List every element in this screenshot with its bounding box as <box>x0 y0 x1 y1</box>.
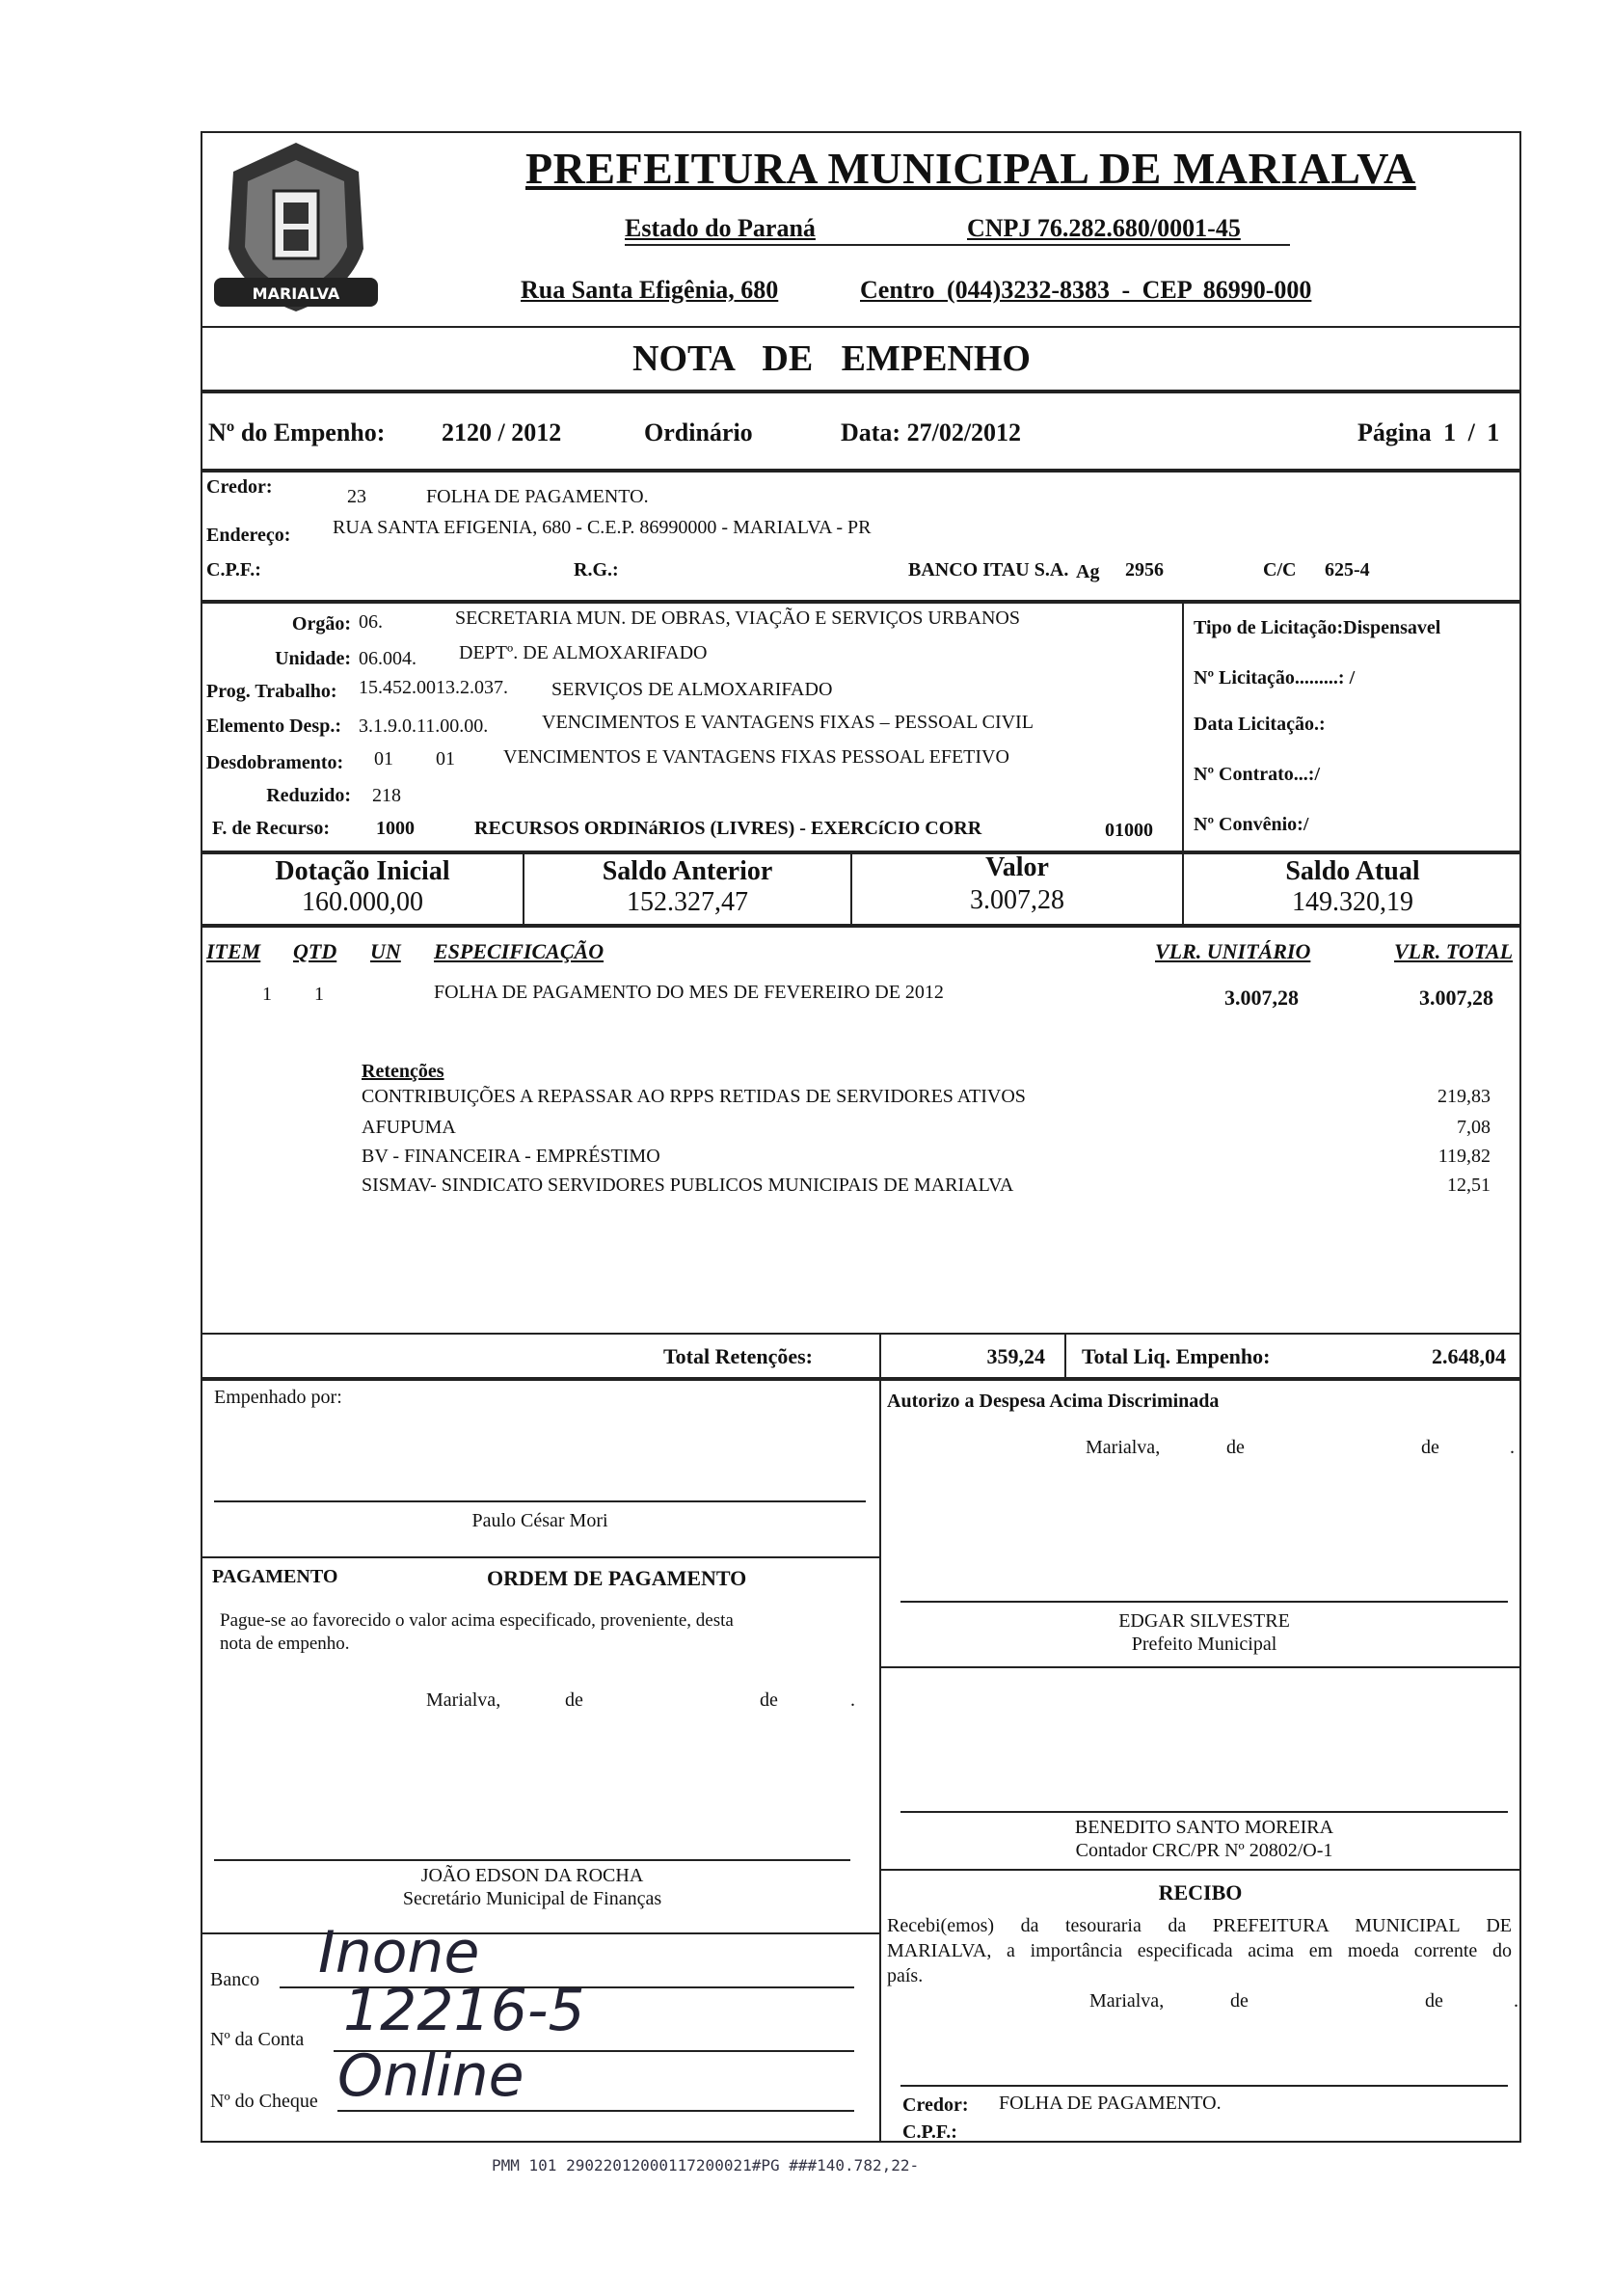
secretario-divider <box>201 1932 881 1934</box>
prefeito-divider <box>879 1666 1521 1668</box>
district-phone-label: Centro (044)3232-8383 - CEP 86990-000 <box>860 276 1312 304</box>
rg-label: R.G.: <box>574 559 619 581</box>
empenho-type: Ordinário <box>644 419 753 446</box>
col-vlr-total: VLR. TOTAL <box>1394 939 1514 963</box>
col-un: UN <box>370 939 401 963</box>
conta-label: Nº da Conta <box>210 2029 305 2050</box>
total-liquido-value: 2.648,04 <box>1432 1344 1506 1368</box>
elemento-label: Elemento Desp.: <box>206 716 341 737</box>
dotacao-label: Dotação Inicial <box>275 856 450 886</box>
valor-value: 3.007,28 <box>970 885 1064 915</box>
recibo-text-3: país. <box>887 1965 924 1986</box>
recibo-text-1: Recebi(emos) da tesouraria da PREFEITURA MUNICIPAL DE <box>887 1915 1512 1936</box>
retencao-desc: SISMAV- SINDICATO SERVIDORES PUBLICOS MUNICIPAIS DE MARIALVA <box>362 1175 1014 1196</box>
cheque-handwritten: Online <box>337 2042 524 2110</box>
empenho-number-label: Nº do Empenho: <box>208 419 386 446</box>
pagamento-de-1: de <box>565 1689 583 1711</box>
licitacao-data: Data Licitação.: <box>1194 714 1326 735</box>
desdobramento-code-1: 01 <box>374 748 393 770</box>
item-desc: FOLHA DE PAGAMENTO DO MES DE FEVEREIRO DE 2012 <box>434 982 944 1003</box>
orgao-desc: SECRETARIA MUN. DE OBRAS, VIAÇÃO E SERVIÇOS URBANOS <box>455 608 1020 629</box>
empenhado-label: Empenhado por: <box>214 1387 342 1408</box>
endereco-value: RUA SANTA EFIGENIA, 680 - C.E.P. 86990000 - MARIALVA - PR <box>333 517 872 538</box>
reduzido-code: 218 <box>372 785 401 806</box>
reduzido-label: Reduzido: <box>266 785 351 806</box>
item-total-value: 3.007,28 <box>1419 986 1493 1010</box>
recibo-signature-line <box>900 2085 1508 2087</box>
total-retencoes-value: 359,24 <box>986 1344 1045 1368</box>
recibo-divider <box>879 1869 1521 1871</box>
item-number: 1 <box>262 984 272 1005</box>
licitacao-numero: Nº Licitação.........: / <box>1194 667 1356 689</box>
licitacao-tipo: Tipo de Licitação:Dispensavel <box>1194 617 1441 638</box>
bank-name: BANCO ITAU S.A. <box>908 559 1069 581</box>
unidade-code: 06.004. <box>359 648 416 669</box>
item-qtd: 1 <box>314 984 324 1005</box>
secretario-role: Secretário Municipal de Finanças <box>402 1888 662 1909</box>
retencao-desc: BV - FINANCEIRA - EMPRÉSTIMO <box>362 1146 660 1167</box>
banco-handwritten: Inone <box>318 1919 480 1986</box>
seal-ribbon-text: MARIALVA <box>252 284 340 303</box>
orgao-label: Orgão: <box>291 613 351 635</box>
footer-credor-label: Credor: <box>902 2094 969 2116</box>
signatures-vertical-divider <box>879 1379 881 2143</box>
pagamento-dot: . <box>850 1689 855 1711</box>
empenho-date: Data: 27/02/2012 <box>841 419 1022 446</box>
classificacao-divider <box>1182 602 1184 852</box>
col-especificacao: ESPECIFICAÇÃO <box>434 939 604 963</box>
header-divider <box>201 326 1521 328</box>
contador-signature-line <box>900 1811 1508 1813</box>
footer-cpf-label: C.P.F.: <box>902 2121 957 2143</box>
licitacao-contrato: Nº Contrato...:/ <box>1194 764 1321 785</box>
retencoes-title: Retenções <box>362 1061 444 1082</box>
elemento-code: 3.1.9.0.11.00.00. <box>359 716 489 737</box>
autorizo-city: Marialva, <box>1086 1437 1161 1458</box>
cheque-field-line <box>337 2110 854 2112</box>
pagamento-city: Marialva, <box>426 1689 501 1711</box>
page-title: PREFEITURA MUNICIPAL DE MARIALVA <box>525 144 1416 193</box>
agency-label: Ag <box>1076 561 1100 582</box>
footer-credor-name: FOLHA DE PAGAMENTO. <box>999 2093 1222 2114</box>
secretario-name: JOÃO EDSON DA ROCHA <box>420 1865 644 1886</box>
ordem-pagamento-title: ORDEM DE PAGAMENTO <box>487 1566 747 1590</box>
unidade-label: Unidade: <box>275 648 351 669</box>
cpf-label: C.P.F.: <box>206 559 261 581</box>
valor-label: Valor <box>985 852 1049 882</box>
elemento-desc: VENCIMENTOS E VANTAGENS FIXAS – PESSOAL CIVIL <box>542 712 1034 733</box>
totais-divider-1 <box>879 1333 881 1379</box>
contador-role: Contador CRC/PR Nº 20802/O-1 <box>1075 1840 1333 1861</box>
document-title: NOTA DE EMPENHO <box>632 338 1031 379</box>
municipal-seal-icon <box>204 133 388 326</box>
credor-label: Credor: <box>206 476 273 498</box>
cheque-label: Nº do Cheque <box>210 2091 318 2112</box>
state-label: Estado do Paraná <box>625 214 816 242</box>
unidade-desc: DEPTº. DE ALMOXARIFADO <box>459 642 708 663</box>
retencao-desc: AFUPUMA <box>362 1117 456 1138</box>
recibo-de-2: de <box>1425 1990 1443 2012</box>
empenhado-divider <box>201 1556 881 1558</box>
credor-name: FOLHA DE PAGAMENTO. <box>426 486 649 507</box>
col-vlr-unitario: VLR. UNITÁRIO <box>1155 939 1311 963</box>
recibo-text-2: MARIALVA, a importância especificada acima em moeda corrente do <box>887 1940 1512 1961</box>
retencao-desc: CONTRIBUIÇÕES A REPASSAR AO RPPS RETIDAS DE SERVIDORES ATIVOS <box>362 1086 1026 1107</box>
credor-code: 23 <box>347 486 366 507</box>
prog-code: 15.452.0013.2.037. <box>359 677 508 698</box>
account-value: 625-4 <box>1325 559 1370 581</box>
total-retencoes-label: Total Retenções: <box>663 1344 813 1368</box>
agency-value: 2956 <box>1125 559 1164 581</box>
account-label: C/C <box>1263 559 1297 581</box>
page-number: Página 1 / 1 <box>1357 419 1500 446</box>
saldo-atual-label: Saldo Atual <box>1285 856 1420 886</box>
desdobramento-code-2: 01 <box>436 748 455 770</box>
totais-row <box>201 1333 1521 1379</box>
autorizo-de-1: de <box>1226 1437 1245 1458</box>
state-underline <box>625 244 1290 246</box>
empenho-number: 2120 / 2012 <box>442 419 562 446</box>
empenhado-signature-line <box>214 1500 866 1502</box>
recibo-title: RECIBO <box>1158 1880 1243 1904</box>
desdobramento-desc: VENCIMENTOS E VANTAGENS FIXAS PESSOAL EFETIVO <box>503 746 1009 768</box>
fonte-recurso-code: 1000 <box>376 818 415 839</box>
total-liquido-label: Total Liq. Empenho: <box>1082 1344 1271 1368</box>
dotacao-value: 160.000,00 <box>302 887 423 917</box>
item-unit-value: 3.007,28 <box>1224 986 1299 1010</box>
pagamento-label: PAGAMENTO <box>212 1566 338 1587</box>
pagamento-text-1: Pague-se ao favorecido o valor acima especificado, proveniente, desta <box>220 1610 734 1631</box>
prefeito-role: Prefeito Municipal <box>1131 1634 1277 1655</box>
secretario-signature-line <box>214 1859 850 1861</box>
autorizo-label: Autorizo a Despesa Acima Discriminada <box>887 1391 1220 1412</box>
recibo-city: Marialva, <box>1089 1990 1165 2012</box>
saldo-anterior-value: 152.327,47 <box>627 887 748 917</box>
saldo-atual-value: 149.320,19 <box>1292 887 1413 917</box>
empenhado-name: Paulo César Mori <box>471 1510 608 1531</box>
totais-divider-2 <box>1064 1333 1066 1379</box>
prefeito-name: EDGAR SILVESTRE <box>1118 1610 1290 1632</box>
retencao-value: 119,82 <box>1437 1146 1491 1167</box>
saldo-anterior-label: Saldo Anterior <box>602 856 773 886</box>
prog-label: Prog. Trabalho: <box>206 681 337 702</box>
footer-control-code: PMM 101 29022012000117200021#PG ###140.782,22- <box>492 2156 920 2174</box>
col-qtd: QTD <box>293 939 337 963</box>
recibo-dot: . <box>1514 1990 1518 2012</box>
licitacao-convenio: Nº Convênio:/ <box>1194 814 1309 835</box>
contador-name: BENEDITO SANTO MOREIRA <box>1074 1817 1334 1838</box>
fonte-recurso-label: F. de Recurso: <box>212 818 331 839</box>
autorizo-dot: . <box>1510 1437 1515 1458</box>
pagamento-de-2: de <box>760 1689 778 1711</box>
retencao-value: 219,83 <box>1437 1086 1491 1107</box>
col-item: ITEM <box>206 939 261 963</box>
fonte-recurso-num: 01000 <box>1105 820 1153 841</box>
pagamento-text-2: nota de empenho. <box>220 1634 350 1654</box>
address-label: Rua Santa Efigênia, 680 <box>521 276 779 304</box>
retencao-value: 12,51 <box>1447 1175 1491 1196</box>
autorizo-de-2: de <box>1421 1437 1439 1458</box>
recibo-de-1: de <box>1230 1990 1249 2012</box>
desdobramento-label: Desdobramento: <box>206 752 344 773</box>
prog-desc: SERVIÇOS DE ALMOXARIFADO <box>551 679 833 700</box>
banco-label: Banco <box>210 1969 260 1990</box>
retencao-value: 7,08 <box>1457 1117 1491 1138</box>
orgao-code: 06. <box>359 611 383 633</box>
endereco-label: Endereço: <box>206 525 291 546</box>
conta-handwritten: 12216-5 <box>343 1977 585 2044</box>
prefeito-signature-line <box>900 1601 1508 1603</box>
cnpj-label: CNPJ 76.282.680/0001-45 <box>967 214 1241 242</box>
fonte-recurso-desc: RECURSOS ORDINáRIOS (LIVRES) - EXERCíCIO CORR <box>474 818 982 839</box>
